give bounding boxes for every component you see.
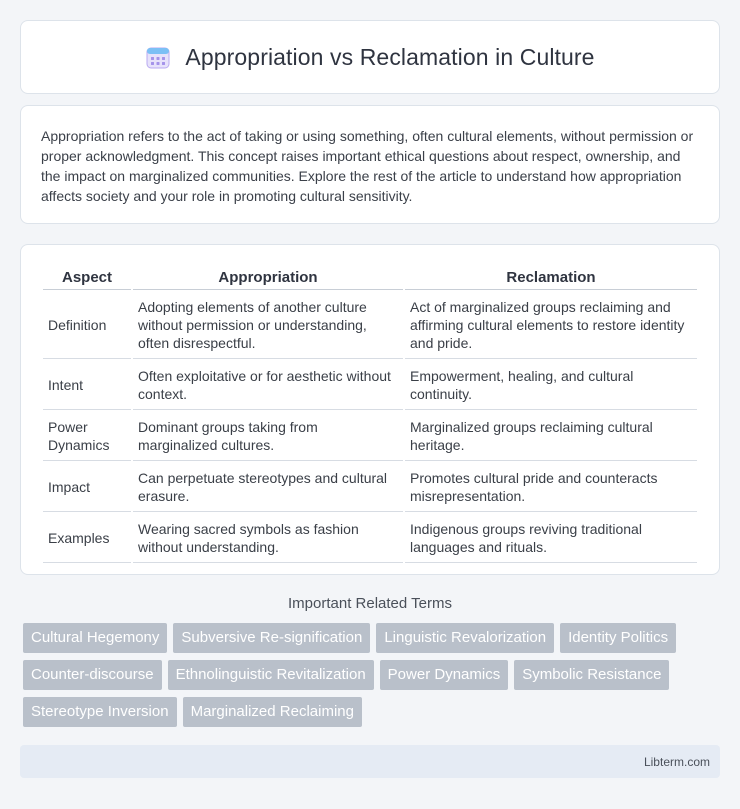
cell-reclamation: Act of marginalized groups reclaiming and affirming cultural elements to restore identity and pride. bbox=[405, 290, 697, 359]
tag-cultural-hegemony[interactable]: Cultural Hegemony bbox=[23, 623, 167, 653]
intro-paragraph: Appropriation refers to the act of taking or using something, often cultural elements, without permission or proper acknowledgment. This concept raises important ethical questions about respect, ownership, and the impact on marginalized communities. Explore the rest of the article to understand how appropriation affects society and your role in promoting cultural sensitivity. bbox=[41, 128, 694, 204]
comparison-table-card bbox=[20, 244, 720, 575]
tag-identity-politics[interactable]: Identity Politics bbox=[560, 623, 676, 653]
tag-ethnolinguistic-revitalization[interactable]: Ethnolinguistic Revitalization bbox=[168, 660, 374, 690]
cell-aspect: Impact bbox=[43, 461, 131, 512]
tag-subversive-re-signification[interactable]: Subversive Re-signification bbox=[173, 623, 370, 653]
tag-marginalized-reclaiming[interactable]: Marginalized Reclaiming bbox=[183, 697, 362, 727]
tag-linguistic-revalorization[interactable]: Linguistic Revalorization bbox=[376, 623, 554, 653]
cell-aspect: Examples bbox=[43, 512, 131, 563]
related-terms-heading: Important Related Terms bbox=[288, 595, 452, 612]
cell-appropriation: Adopting elements of another culture without permission or understanding, often disrespectful. bbox=[133, 290, 403, 359]
page-title: Appropriation vs Reclamation in Culture bbox=[185, 43, 595, 70]
title-card bbox=[20, 20, 720, 94]
cell-appropriation: Often exploitative or for aesthetic without context. bbox=[133, 359, 403, 410]
cell-aspect: Definition bbox=[43, 290, 131, 359]
cell-appropriation: Dominant groups taking from marginalized cultures. bbox=[133, 410, 403, 461]
header-appropriation: Appropriation bbox=[133, 265, 403, 290]
cell-reclamation: Indigenous groups reviving traditional languages and rituals. bbox=[405, 512, 697, 563]
tag-counter-discourse[interactable]: Counter-discourse bbox=[23, 660, 162, 690]
related-terms-list bbox=[20, 623, 720, 727]
cell-aspect: Power Dynamics bbox=[43, 410, 131, 461]
footer bbox=[20, 745, 720, 778]
table-row bbox=[43, 410, 697, 461]
header-aspect: Aspect bbox=[43, 265, 131, 290]
cell-reclamation: Promotes cultural pride and counteracts misrepresentation. bbox=[405, 461, 697, 512]
table-row bbox=[43, 461, 697, 512]
cell-reclamation: Empowerment, healing, and cultural continuity. bbox=[405, 359, 697, 410]
header-reclamation: Reclamation bbox=[405, 265, 697, 290]
table-header-row bbox=[43, 265, 697, 290]
cell-aspect: Intent bbox=[43, 359, 131, 410]
cell-appropriation: Can perpetuate stereotypes and cultural erasure. bbox=[133, 461, 403, 512]
cell-appropriation: Wearing sacred symbols as fashion without understanding. bbox=[133, 512, 403, 563]
intro-card bbox=[20, 105, 720, 224]
table-row bbox=[43, 359, 697, 410]
tag-symbolic-resistance[interactable]: Symbolic Resistance bbox=[514, 660, 669, 690]
comparison-table bbox=[41, 265, 699, 563]
tag-power-dynamics[interactable]: Power Dynamics bbox=[380, 660, 509, 690]
table-row bbox=[43, 512, 697, 563]
tag-stereotype-inversion[interactable]: Stereotype Inversion bbox=[23, 697, 177, 727]
footer-site-name[interactable]: Libterm.com bbox=[643, 754, 710, 769]
table-row bbox=[43, 290, 697, 359]
cell-reclamation: Marginalized groups reclaiming cultural heritage. bbox=[405, 410, 697, 461]
calendar-icon bbox=[145, 44, 171, 70]
